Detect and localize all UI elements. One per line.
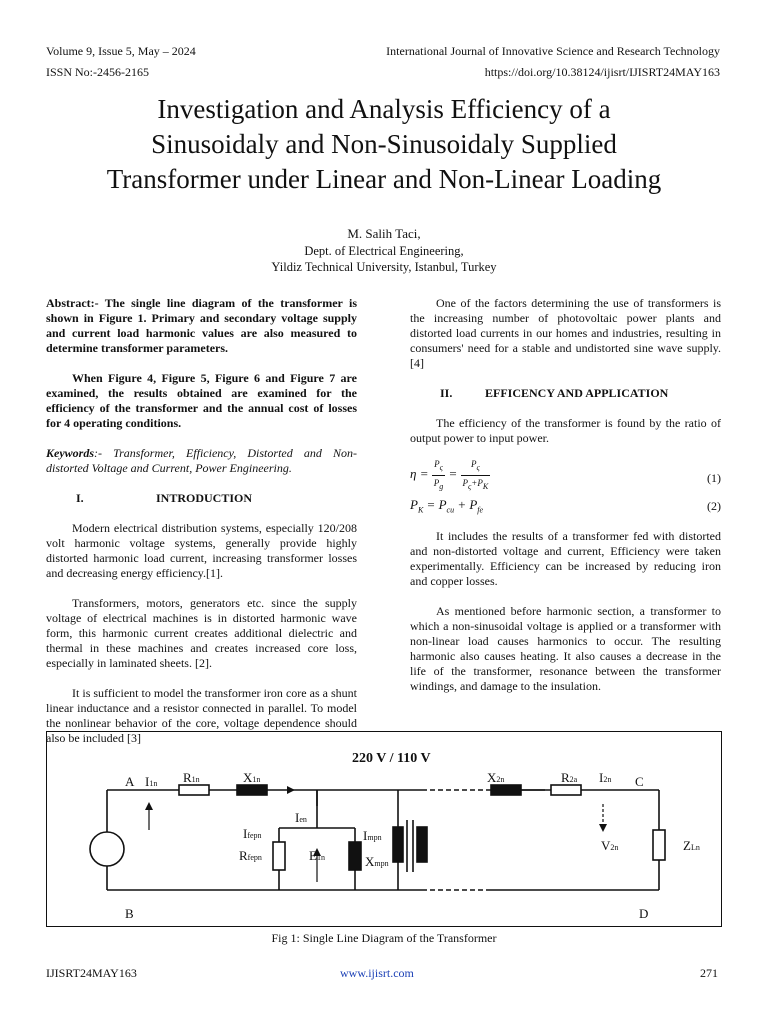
title-line-2: Sinusoidaly and Non-Sinusoidaly Supplied (151, 129, 617, 160)
inductor-x1n (237, 785, 267, 795)
keywords-text: :- Transformer, Efficiency, Distorted and Non-distorted Voltage and Current, Power Engineering. (46, 446, 357, 475)
author-name: M. Salih Taci, (347, 226, 421, 241)
keywords (46, 446, 357, 476)
svg-text:Ifepn: Ifepn (243, 826, 262, 841)
section-1-title: INTRODUCTION (156, 491, 253, 505)
right-paragraph-3: It includes the results of a transformer fed with distorted and non-distorted voltage and current, Efficiency were taken experimentally. Efficiency can be increased by reducing iron and copper losses. (410, 529, 721, 588)
circuit-diagram (47, 732, 721, 926)
volume-info: Volume 9, Issue 5, May – 2024 (46, 44, 196, 58)
keywords-label: Keywords (46, 446, 94, 460)
svg-text:V2n: V2n (601, 838, 619, 853)
equation-1-number: (1) (707, 471, 721, 485)
equation-2: $P_K = P_{cu} + P_{fe}$ (2) (410, 497, 721, 515)
author-affiliation: Yildiz Technical University, Istanbul, Turkey (271, 260, 497, 275)
svg-text:ZLn: ZLn (683, 838, 700, 853)
intro-paragraph-1: Modern electrical distribution systems, especially 120/208 volt harmonic voltage systems, generally provide highly distorted harmonic load current, increasing transformer losses and decreasing energy efficiency.[1]. (46, 521, 357, 580)
equation-2-number: (2) (707, 499, 721, 513)
svg-text:X2n: X2n (487, 770, 505, 785)
svg-text:R1n: R1n (183, 770, 200, 785)
resistor-r1n (179, 785, 209, 795)
resistor-r2n (551, 785, 581, 795)
svg-text:Ien: Ien (295, 810, 307, 825)
intro-paragraph-3: It is sufficient to model the transformer iron core as a shunt linear inductance and a resistor connected in parallel. To model the nonlinear behavior of the core, voltage dependence should also be included [3] (46, 686, 357, 745)
circuit-figure (46, 731, 722, 927)
section-2-title: EFFICENCY AND APPLICATION (485, 386, 669, 400)
title-line-1: Investigation and Analysis Efficiency of a (157, 94, 611, 124)
intro-paragraph-2: Transformers, motors, generators etc. since the supply voltage of electrical machines is in distorted harmonic wave form, this harmonic current creates additional dielectric and thermal in these machines and creates increased core loss, especially in laminated sheets. [2]. (46, 596, 357, 670)
section-1-heading (46, 491, 357, 506)
svg-text:Impn: Impn (363, 828, 382, 843)
section-2-number: II. (440, 386, 453, 400)
author-dept: Dept. of Electrical Engineering, (304, 243, 464, 258)
footer-id: IJISRT24MAY163 (46, 966, 137, 980)
inductor-x2n (491, 785, 521, 795)
doi-link[interactable]: https://doi.org/10.38124/ijisrt/IJISRT24MAY163 (484, 65, 720, 79)
abstract: Abstract:- The single line diagram of the transformer is shown in Figure 1. Primary and secondary voltage supply and current load harmonic values are also measured to determine transformer parameters. (46, 296, 357, 355)
svg-text:Rfepn: Rfepn (239, 848, 262, 863)
page-number: 271 (700, 966, 718, 980)
section-2-heading (410, 386, 721, 401)
svg-text:I2n: I2n (599, 770, 612, 785)
svg-text:D: D (639, 906, 649, 921)
resistor-rfepn (273, 842, 285, 870)
right-paragraph-4: As mentioned before harmonic section, a transformer to which a non-sinusoidal voltage is applied or a transformer with non-linear load causes harmonics to occur. The resulting harmonic also causes heating. It also causes a decrease in the life of the transformer, resonance between the transformer windings, and damage to the insulation. (410, 604, 721, 693)
svg-text:C: C (635, 774, 644, 789)
journal-name: International Journal of Innovative Science and Research Technology (386, 44, 720, 58)
svg-text:R2a: R2a (561, 770, 578, 785)
inductor-xmpn (349, 842, 361, 870)
left-column (46, 296, 357, 761)
svg-text:B: B (125, 906, 134, 921)
right-paragraph-1: One of the factors determining the use of transformers is the increasing number of photovoltaic power plants and distorted load currents in our homes and industries, resulting in consumers' need for a stable and undistorted sine wave supply. [4] (410, 296, 721, 370)
section-1-number: I. (76, 491, 84, 505)
svg-text:A: A (125, 774, 135, 789)
load-impedance (653, 830, 665, 860)
svg-text:I1n: I1n (145, 774, 158, 789)
issn: ISSN No:-2456-2165 (46, 65, 150, 79)
svg-text:E1n: E1n (309, 848, 325, 863)
right-column (410, 296, 721, 709)
voltage-source (90, 832, 124, 866)
title-line-3: Transformer under Linear and Non-Linear Loading (106, 164, 662, 195)
svg-text:Xmpn: Xmpn (365, 854, 389, 869)
author-block (40, 225, 728, 276)
figure-caption: Fig 1: Single Line Diagram of the Transformer (271, 931, 497, 945)
efficiency-paragraph: The efficiency of the transformer is found by the ratio of output power to input power. (410, 416, 721, 445)
voltage-ratio: 220 V / 110 V (352, 751, 431, 766)
paper-title (40, 92, 728, 197)
equation-1: η = $\frac{P_\varsigma}{P_g}$ = $\frac{P_\varsigma}{P_\varsigma+P_K}$ (1) (410, 459, 721, 491)
abstract-continued: When Figure 4, Figure 5, Figure 6 and Figure 7 are examined, the results obtained are examined for the efficiency of the transformer and the annual cost of losses for 4 operating conditions. (46, 371, 357, 430)
svg-text:X1n: X1n (243, 770, 261, 785)
footer-website-link[interactable]: www.ijisrt.com (340, 966, 414, 980)
